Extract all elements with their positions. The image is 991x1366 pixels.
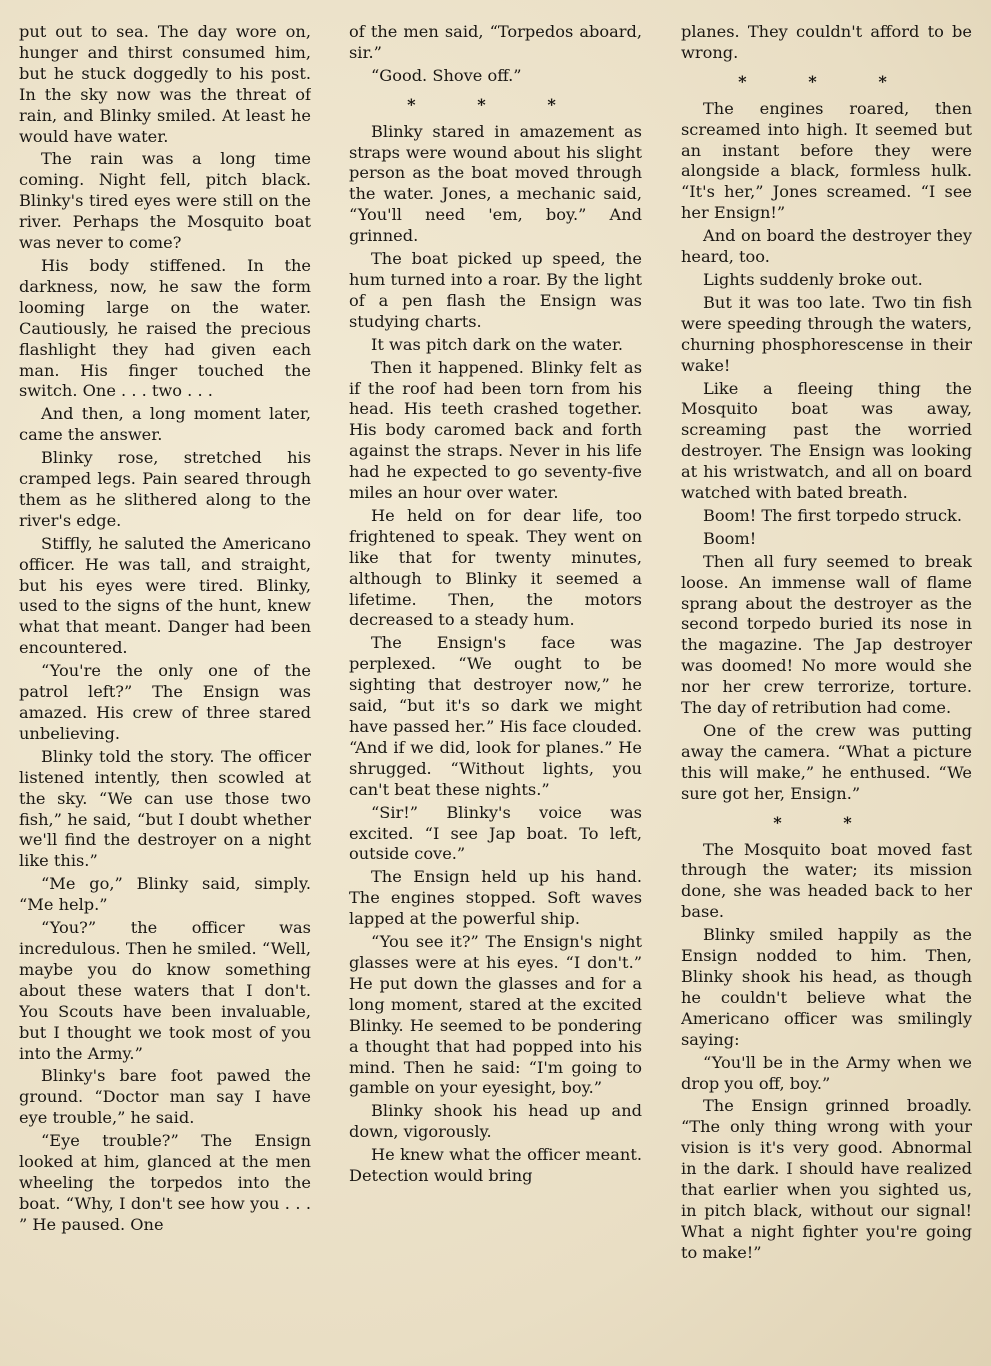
section-separator: * * [773, 812, 880, 832]
paragraph: put out to sea. The day wore on, hunger and thirst consumed him, but he stuck doggedly to his post. In the sky now was the threat of rain, and Blinky smiled. At least he would have water. [19, 22, 311, 146]
paragraph: Then all fury seemed to break loose. An immense wall of flame sprang about the destroyer as the second torpedo buried its nose in the magazine. The Jap destroyer was doomed! No more would she nor her crew terrorize, torture. The day of retribution had come. [681, 551, 972, 718]
paragraph: Blinky stared in amazement as straps were wound about his slight person as the boat moved through the water. Jones, a mechanic said, “You'll need 'em, boy.” And grinned. [349, 121, 642, 246]
paragraph: “Good. Shove off.” [371, 65, 522, 85]
paragraph: One of the crew was putting away the camera. “What a picture this will make,” he enthused. “We sure got her, Ensign.” [681, 721, 972, 803]
paragraph: Then it happened. Blinky felt as if the roof had been torn from his head. His teeth crashed together. His body caromed back and forth against the straps. Never in his life had he expected to go seventy-five miles an hour over water. [349, 357, 642, 503]
paragraph: “Sir!” Blinky's voice was excited. “I see Jap boat. To left, outside cove.” [349, 802, 642, 864]
section-separator: * * * [407, 94, 584, 114]
paragraph: His body stiffened. In the darkness, now, he saw the form looming large on the water. Cautiously, he raised the precious flashlight they had given each man. His finger touched the switch. One . . . two . . . [19, 255, 311, 401]
paragraph: The Ensign grinned broadly. “The only thing wrong with your vision is it's very good. Abnormal in the dark. I should have realized that earlier when you sighted us, in pitch black, without our signal! What a night fighter you're going to make!” [681, 1096, 972, 1262]
paragraph: “You'll be in the Army when we drop you off, boy.” [681, 1052, 972, 1093]
section-separator: * * * [738, 71, 915, 91]
paragraph: “Me go,” Blinky said, simply. “Me help.” [19, 874, 311, 915]
paragraph: He knew what the officer meant. Detection would bring [349, 1145, 642, 1186]
paragraph: Lights suddenly broke out. [703, 269, 923, 289]
paragraph: Blinky's bare foot pawed the ground. “Doctor man say I have eye trouble,” he said. [19, 1066, 311, 1128]
paragraph: planes. They couldn't afford to be wrong. [681, 22, 972, 62]
paragraph: Blinky shook his head up and down, vigorously. [349, 1101, 642, 1142]
text-column-1 [19, 22, 311, 1362]
paragraph: And on board the destroyer they heard, too. [681, 226, 972, 267]
paragraph: He held on for dear life, too frightened to speak. They went on like that for twenty minutes, although to Blinky it seemed a lifetime. Then, the motors decreased to a steady hum. [349, 505, 642, 630]
paragraph: The rain was a long time coming. Night fell, pitch black. Blinky's tired eyes were still on the river. Perhaps the Mosquito boat was never to come? [19, 149, 311, 253]
paragraph: “You're the only one of the patrol left?” The Ensign was amazed. His crew of three stared unbelieving. [19, 661, 311, 743]
paragraph: “You?” the officer was incredulous. Then he smiled. “Well, maybe you do know something about these waters that I don't. You Scouts have been invaluable, but I thought we took most of you into the Army.” [19, 918, 311, 1063]
paragraph: The Mosquito boat moved fast through the water; its mission done, she was headed back to her base. [681, 839, 972, 922]
paragraph: It was pitch dark on the water. [371, 334, 624, 354]
paragraph: Blinky rose, stretched his cramped legs. Pain seared through them as he slithered along to the river's edge. [19, 448, 311, 530]
paragraph: of the men said, “Torpedos aboard, sir.” [349, 22, 642, 62]
paragraph: But it was too late. Two tin fish were speeding through the waters, churning phosphorescense in their wake! [681, 292, 972, 375]
paragraph: Boom! [703, 528, 757, 548]
paragraph: Blinky told the story. The officer listened intently, then scowled at the sky. “We can use those two fish,” he said, “but I doubt whether we'll find the destroyer on a night like this.” [19, 746, 311, 871]
text-column-2 [349, 22, 642, 1362]
paragraph: Stiffly, he saluted the Americano officer. He was tall, and straight, but his eyes were tired. Blinky, used to the signs of the hunt, knew what that meant. Danger had been encountered. [19, 533, 311, 658]
paragraph: The Ensign held up his hand. The engines stopped. Soft waves lapped at the powerful ship. [349, 867, 642, 929]
paragraph: “You see it?” The Ensign's night glasses were at his eyes. “I don't.” He put down the glasses and for a long moment, stared at the excited Blinky. He seemed to be pondering a thought that had popped into his mind. Then he said: “I'm going to gamble on your eyesight, boy.” [349, 932, 642, 1098]
paragraph: Boom! The first torpedo struck. [703, 505, 963, 525]
text-column-3 [681, 22, 972, 1362]
paragraph: The boat picked up speed, the hum turned into a roar. By the light of a pen flash the Ensign was studying charts. [349, 249, 642, 331]
paragraph: Like a fleeing thing the Mosquito boat was away, screaming past the worried destroyer. The Ensign was looking at his wristwatch, and all on board watched with bated breath. [681, 378, 972, 503]
paragraph: The engines roared, then screamed into high. It seemed but an instant before they were alongside a black, formless hulk. “It's her,” Jones screamed. “I see her Ensign!” [681, 98, 972, 223]
paragraph: Blinky smiled happily as the Ensign nodded to him. Then, Blinky shook his head, as though he couldn't believe what the Americano officer was smilingly saying: [681, 925, 972, 1049]
paragraph: “Eye trouble?” The Ensign looked at him, glanced at the men wheeling the torpedos into the boat. “Why, I don't see how you . . . ” He paused. One [19, 1131, 311, 1234]
paragraph: And then, a long moment later, came the answer. [19, 404, 311, 445]
paragraph: The Ensign's face was perplexed. “We ought to be sighting that destroyer now,” he said, “but it's so dark we might have passed her.” His face clouded. “And if we did, look for planes.” He shrugged. “Without lights, you can't beat these nights.” [349, 633, 642, 799]
